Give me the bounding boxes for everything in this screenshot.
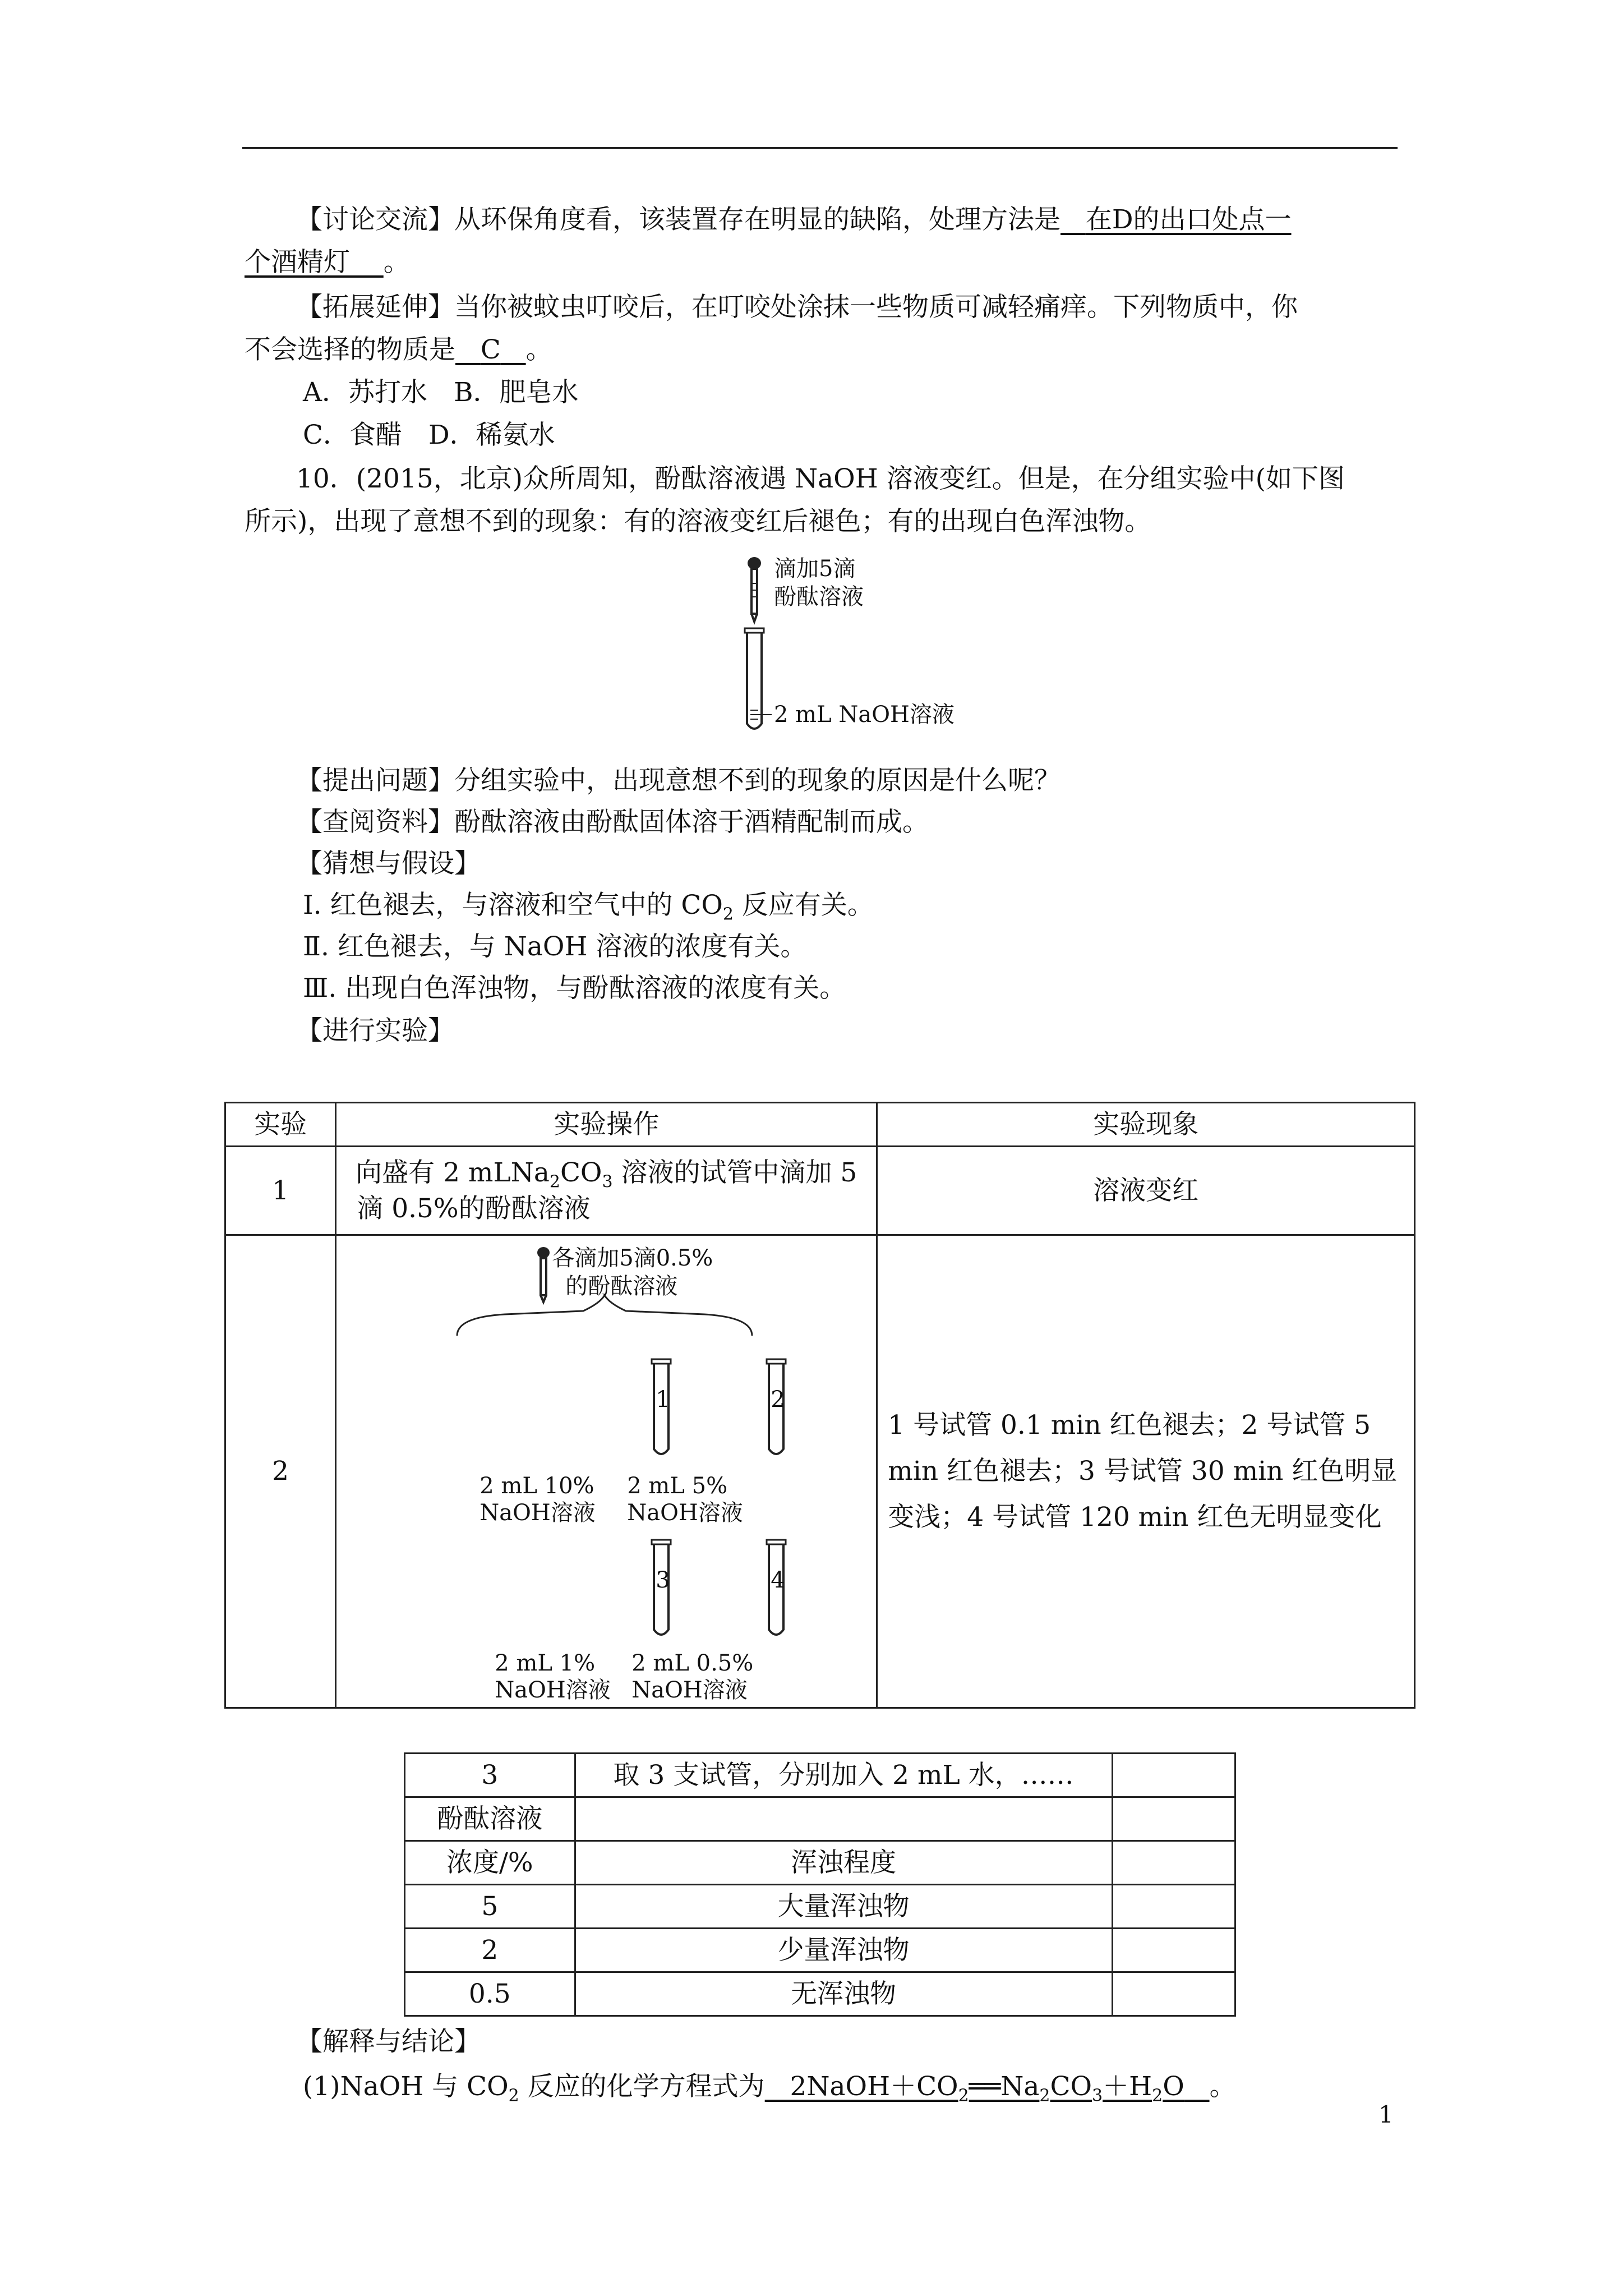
four-tubes-label-2: 的酚酞溶液 [565, 1273, 678, 1299]
discuss-answer-part1: 在D的出口处点一 [1085, 204, 1292, 235]
table-row: 2 各滴加5滴0.5% 的酚酞溶液 1 2 3 4 2 mL 10% NaOH溶液 2 mL 5% NaOH溶液 2 mL 1% NaOH溶液 2 mL 0.5% NaOH溶液 1 号试管 0.1 min 红色褪去；2 号试管 5 min 红色褪去；3 号试管 30 min 红色明显 变浅；4 号试管 120 min 红色无明显变化 [225, 1235, 1415, 1708]
tube-2-label-1: 2 mL 5% [627, 1473, 728, 1499]
extend-answer: C [480, 334, 501, 365]
hypothesis-tag: 【猜想与假设】 [296, 848, 481, 879]
equation-answer: $2NaOH+CO_2══Na_2CO_3+H_2O$ [790, 2071, 1184, 2106]
tube-1-label-2: NaOH溶液 [479, 1500, 596, 1526]
four-tubes-figure [336, 1236, 876, 1707]
turbidity-table [404, 1752, 1236, 2017]
hypothesis-1: Ⅰ. 红色褪去，与溶液和空气中的 $CO_2$ 反应有关。 [303, 890, 874, 924]
option-cd: C．食醋 D．稀氨水 [303, 420, 555, 450]
extend-tag: 【拓展延伸】 [296, 292, 454, 323]
tube-1-label-1: 2 mL 10% [479, 1473, 594, 1499]
four-tubes-label-1: 各滴加5滴0.5% [552, 1245, 713, 1271]
table-row: 0.5 无浑浊物 [405, 1972, 1235, 2016]
experiment-table [224, 1102, 1415, 1709]
header-operation: 实验操作 [336, 1103, 877, 1147]
hypothesis-2: Ⅱ. 红色褪去，与 NaOH 溶液的浓度有关。 [303, 931, 807, 962]
table-row: 1 向盛有 2 $mLNa_2CO_3$ 溶液的试管中滴加 5 滴 0.5%的酚酞溶液 溶液变红 [225, 1147, 1415, 1235]
tube-2-label-2: NaOH溶液 [627, 1500, 743, 1526]
tube-3-label-2: NaOH溶液 [495, 1677, 611, 1703]
discuss-answer-part2: 个酒精灯 [245, 247, 350, 278]
tube-number-2: 2 [771, 1387, 785, 1412]
question-line: 【提出问题】分组实验中，出现意想不到的现象的原因是什么呢？ [296, 765, 1061, 796]
dropper-label-2: 酚酞溶液 [774, 584, 864, 610]
conclusion-tag: 【解释与结论】 [296, 2026, 481, 2057]
four-tubes-drawing [336, 1236, 876, 1707]
page-number: 1 [1378, 2101, 1394, 2128]
refs-tag: 【查阅资料】 [296, 807, 454, 838]
row1-operation: 向盛有 2 $mLNa_2CO_3$ 溶液的试管中滴加 5 滴 0.5%的酚酞溶液 [336, 1147, 877, 1235]
discuss-line-2: 个酒精灯 。 [245, 247, 410, 278]
row2-result: 1 号试管 0.1 min 红色褪去；2 号试管 5 min 红色褪去；3 号试管 30 min 红色明显 变浅；4 号试管 120 min 红色无明显变化 [877, 1235, 1415, 1708]
row2-figure-cell [336, 1235, 877, 1708]
dropper-label-1: 滴加5滴 [774, 556, 856, 582]
experiment-tag: 【进行实验】 [296, 1015, 454, 1046]
question10-line-1: 10．(2015，北京)众所周知，酚酞溶液遇 NaOH 溶液变红。但是，在分组实验中(如下图 [296, 463, 1345, 494]
figure-dropper-tube [740, 555, 1021, 740]
header-rule [242, 147, 1398, 149]
discuss-text: 从环保角度看，该装置存在明显的缺陷，处理方法是 [454, 204, 1061, 235]
table-row: 酚酞溶液 [405, 1797, 1235, 1841]
extend-line-2: 不会选择的物质是 C 。 [245, 334, 552, 365]
conclusion-q1: (1)NaOH 与 $CO_2$ 反应的化学方程式为 $2NaOH+CO_2══Na_2CO_3+H_2O$ 。 [303, 2071, 1236, 2106]
header-phenomenon: 实验现象 [877, 1103, 1415, 1147]
question-tag: 【提出问题】 [296, 765, 454, 796]
table-row: 5 大量浑浊物 [405, 1885, 1235, 1929]
option-ab: A．苏打水 B．肥皂水 [303, 377, 579, 408]
tube-number-3: 3 [656, 1567, 670, 1593]
extend-line-1: 【拓展延伸】当你被蚊虫叮咬后，在叮咬处涂抹一些物质可减轻痛痒。下列物质中，你 [296, 292, 1298, 323]
table-row: 3 取 3 支试管，分别加入 2 mL 水，…… [405, 1754, 1235, 1797]
question10-line-2: 所示)，出现了意想不到的现象：有的溶液变红后褪色；有的出现白色浑浊物。 [245, 506, 1151, 537]
tube-label: 2 mL NaOH溶液 [774, 702, 955, 728]
table-header-row [225, 1103, 1415, 1147]
row1-result: 溶液变红 [877, 1147, 1415, 1235]
tube-3-label-1: 2 mL 1% [495, 1650, 596, 1676]
discuss-line-1 [296, 203, 1292, 237]
refs-line: 【查阅资料】酚酞溶液由酚酞固体溶于酒精配制而成。 [296, 807, 929, 838]
table-row: 2 少量浑浊物 [405, 1929, 1235, 1972]
table-row: 浓度/% 浑浊程度 [405, 1841, 1235, 1885]
hypothesis-3: Ⅲ. 出现白色浑浊物，与酚酞溶液的浓度有关。 [303, 973, 846, 1004]
tube-4-label-2: NaOH溶液 [631, 1677, 748, 1703]
header-experiment: 实验 [225, 1103, 336, 1147]
tube-number-1: 1 [656, 1387, 670, 1412]
tube-number-4: 4 [771, 1567, 785, 1593]
tube-4-label-1: 2 mL 0.5% [631, 1650, 754, 1676]
discuss-tag: 【讨论交流】 [296, 204, 454, 235]
